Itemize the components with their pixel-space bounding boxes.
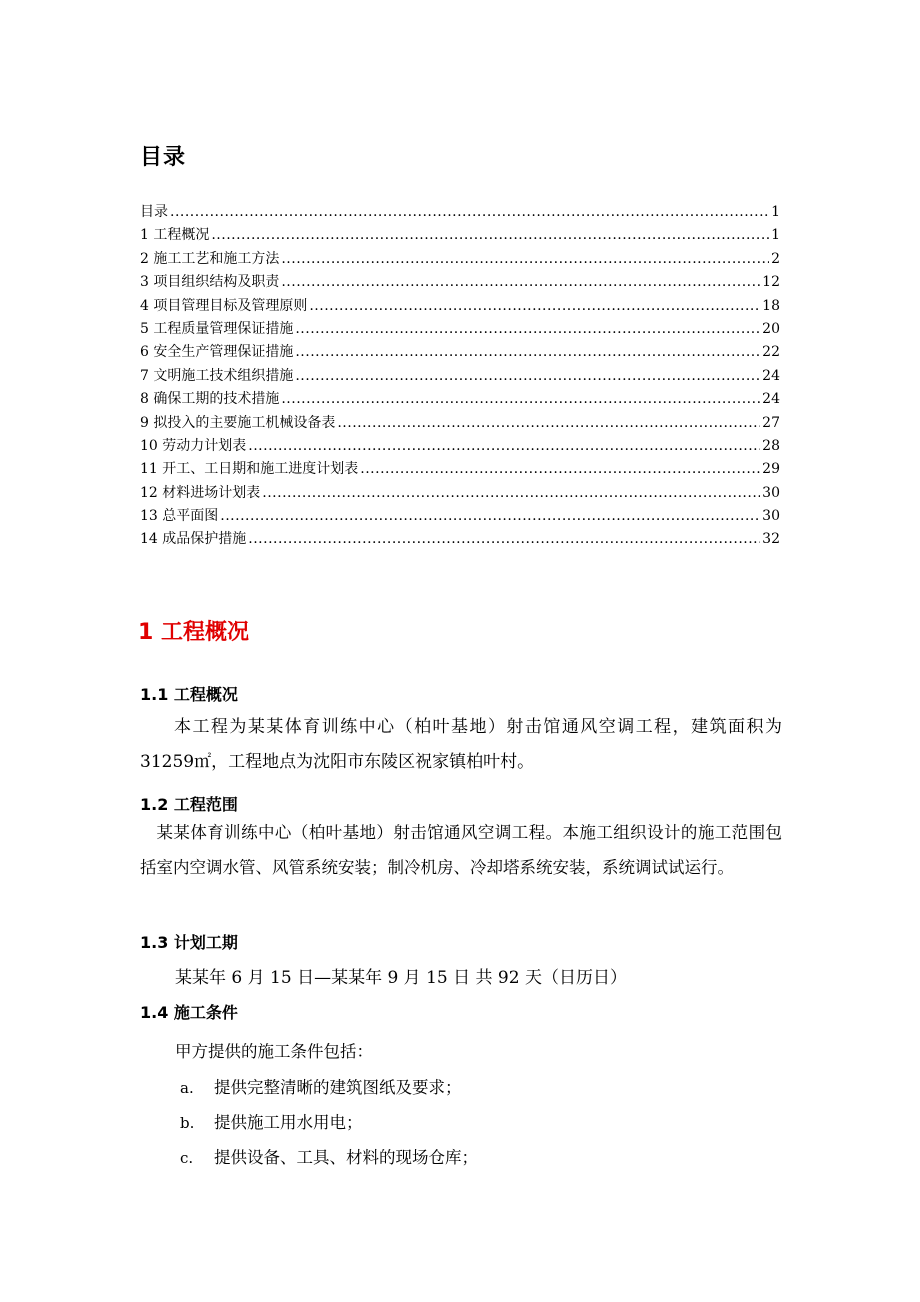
- toc-entry-label: 12 材料进场计划表: [140, 484, 261, 501]
- list-item-text: 提供完整清晰的建筑图纸及要求；: [214, 1078, 462, 1097]
- list-marker: c.: [180, 1149, 194, 1167]
- list-item: [180, 1144, 478, 1168]
- list-marker: b.: [180, 1114, 195, 1132]
- toc-entry-page: 24: [762, 367, 780, 384]
- toc-entry[interactable]: [140, 530, 780, 553]
- section-1-heading: 1 工程概况: [138, 620, 249, 645]
- table-of-contents: [140, 203, 780, 554]
- section-1-2-heading: 1.2 工程范围: [140, 795, 238, 814]
- toc-entry-page: 29: [762, 461, 780, 478]
- toc-entry-page: 30: [762, 508, 780, 525]
- toc-entry[interactable]: [140, 297, 780, 320]
- section-1-3-text: 某某年 6 月 15 日—某某年 9 月 15 日 共 92 天（日历日）: [175, 968, 627, 988]
- toc-entry[interactable]: [140, 320, 780, 343]
- toc-entry[interactable]: [140, 414, 780, 437]
- toc-entry[interactable]: [140, 437, 780, 460]
- toc-entry[interactable]: [140, 203, 780, 226]
- section-1-1-paragraph: 本工程为某某体育训练中心（柏叶基地）射击馆通风空调工程，建筑面积为 31259㎡，工程地点为沈阳市东陵区祝家镇柏叶村。: [140, 717, 782, 772]
- toc-entry-label: 5 工程质量管理保证措施: [140, 320, 294, 337]
- toc-entry-page: 32: [762, 531, 780, 548]
- toc-entry-label: 13 总平面图: [140, 508, 219, 525]
- toc-entry-page: 24: [762, 391, 780, 408]
- toc-entry[interactable]: [140, 484, 780, 507]
- section-1-3-heading: 1.3 计划工期: [140, 933, 238, 952]
- toc-entry-label: 6 安全生产管理保证措施: [140, 344, 294, 361]
- toc-entry-label: 4 项目管理目标及管理原则: [140, 297, 308, 314]
- toc-entry[interactable]: [140, 507, 780, 530]
- toc-entry-page: 22: [762, 344, 780, 361]
- toc-entry[interactable]: [140, 367, 780, 390]
- toc-entry-label: 2 施工工艺和施工方法: [140, 250, 280, 267]
- toc-entry-label: 3 项目组织结构及职责: [140, 274, 280, 291]
- list-item: [180, 1074, 462, 1098]
- section-1-4-intro: 甲方提供的施工条件包括：: [175, 1042, 373, 1061]
- list-item: [180, 1109, 363, 1133]
- toc-entry-page: 18: [762, 297, 780, 314]
- toc-entry-label: 9 拟投入的主要施工机械设备表: [140, 414, 336, 431]
- toc-entry-label: 7 文明施工技术组织措施: [140, 367, 294, 384]
- toc-entry[interactable]: [140, 460, 780, 483]
- toc-entry-page: 30: [762, 484, 780, 501]
- toc-entry[interactable]: [140, 343, 780, 366]
- toc-entry-label: 目录: [140, 204, 168, 220]
- toc-entry-label: 10 劳动力计划表: [140, 437, 247, 454]
- section-1-2-paragraph: 某某体育训练中心（柏叶基地）射击馆通风空调工程。本施工组织设计的施工范围包括室内空调水管、风管系统安装；制冷机房、冷却塔系统安装，系统调试试运行。: [140, 823, 782, 877]
- toc-entry-page: 2: [771, 250, 780, 267]
- list-marker: a.: [180, 1079, 194, 1097]
- toc-entry-page: 27: [762, 414, 780, 431]
- toc-entry-page: 1: [771, 204, 780, 220]
- toc-entry-label: 1 工程概况: [140, 227, 210, 244]
- list-item-text: 提供设备、工具、材料的现场仓库；: [214, 1148, 478, 1167]
- toc-entry-page: 12: [762, 274, 780, 291]
- toc-entry[interactable]: [140, 226, 780, 249]
- toc-entry[interactable]: [140, 273, 780, 296]
- list-item-text: 提供施工用水用电；: [214, 1113, 363, 1132]
- toc-entry-label: 8 确保工期的技术措施: [140, 391, 280, 408]
- toc-entry-page: 20: [762, 320, 780, 337]
- toc-entry-label: 14 成品保护措施: [140, 531, 247, 548]
- toc-entry-page: 1: [771, 227, 780, 244]
- toc-title: 目录: [140, 145, 187, 170]
- toc-entry[interactable]: [140, 390, 780, 413]
- toc-entry-label: 11 开工、工日期和施工进度计划表: [140, 461, 359, 478]
- section-1-4-heading: 1.4 施工条件: [140, 1003, 238, 1022]
- toc-entry-page: 28: [762, 437, 780, 454]
- section-1-1-heading: 1.1 工程概况: [140, 685, 238, 704]
- toc-entry[interactable]: [140, 250, 780, 273]
